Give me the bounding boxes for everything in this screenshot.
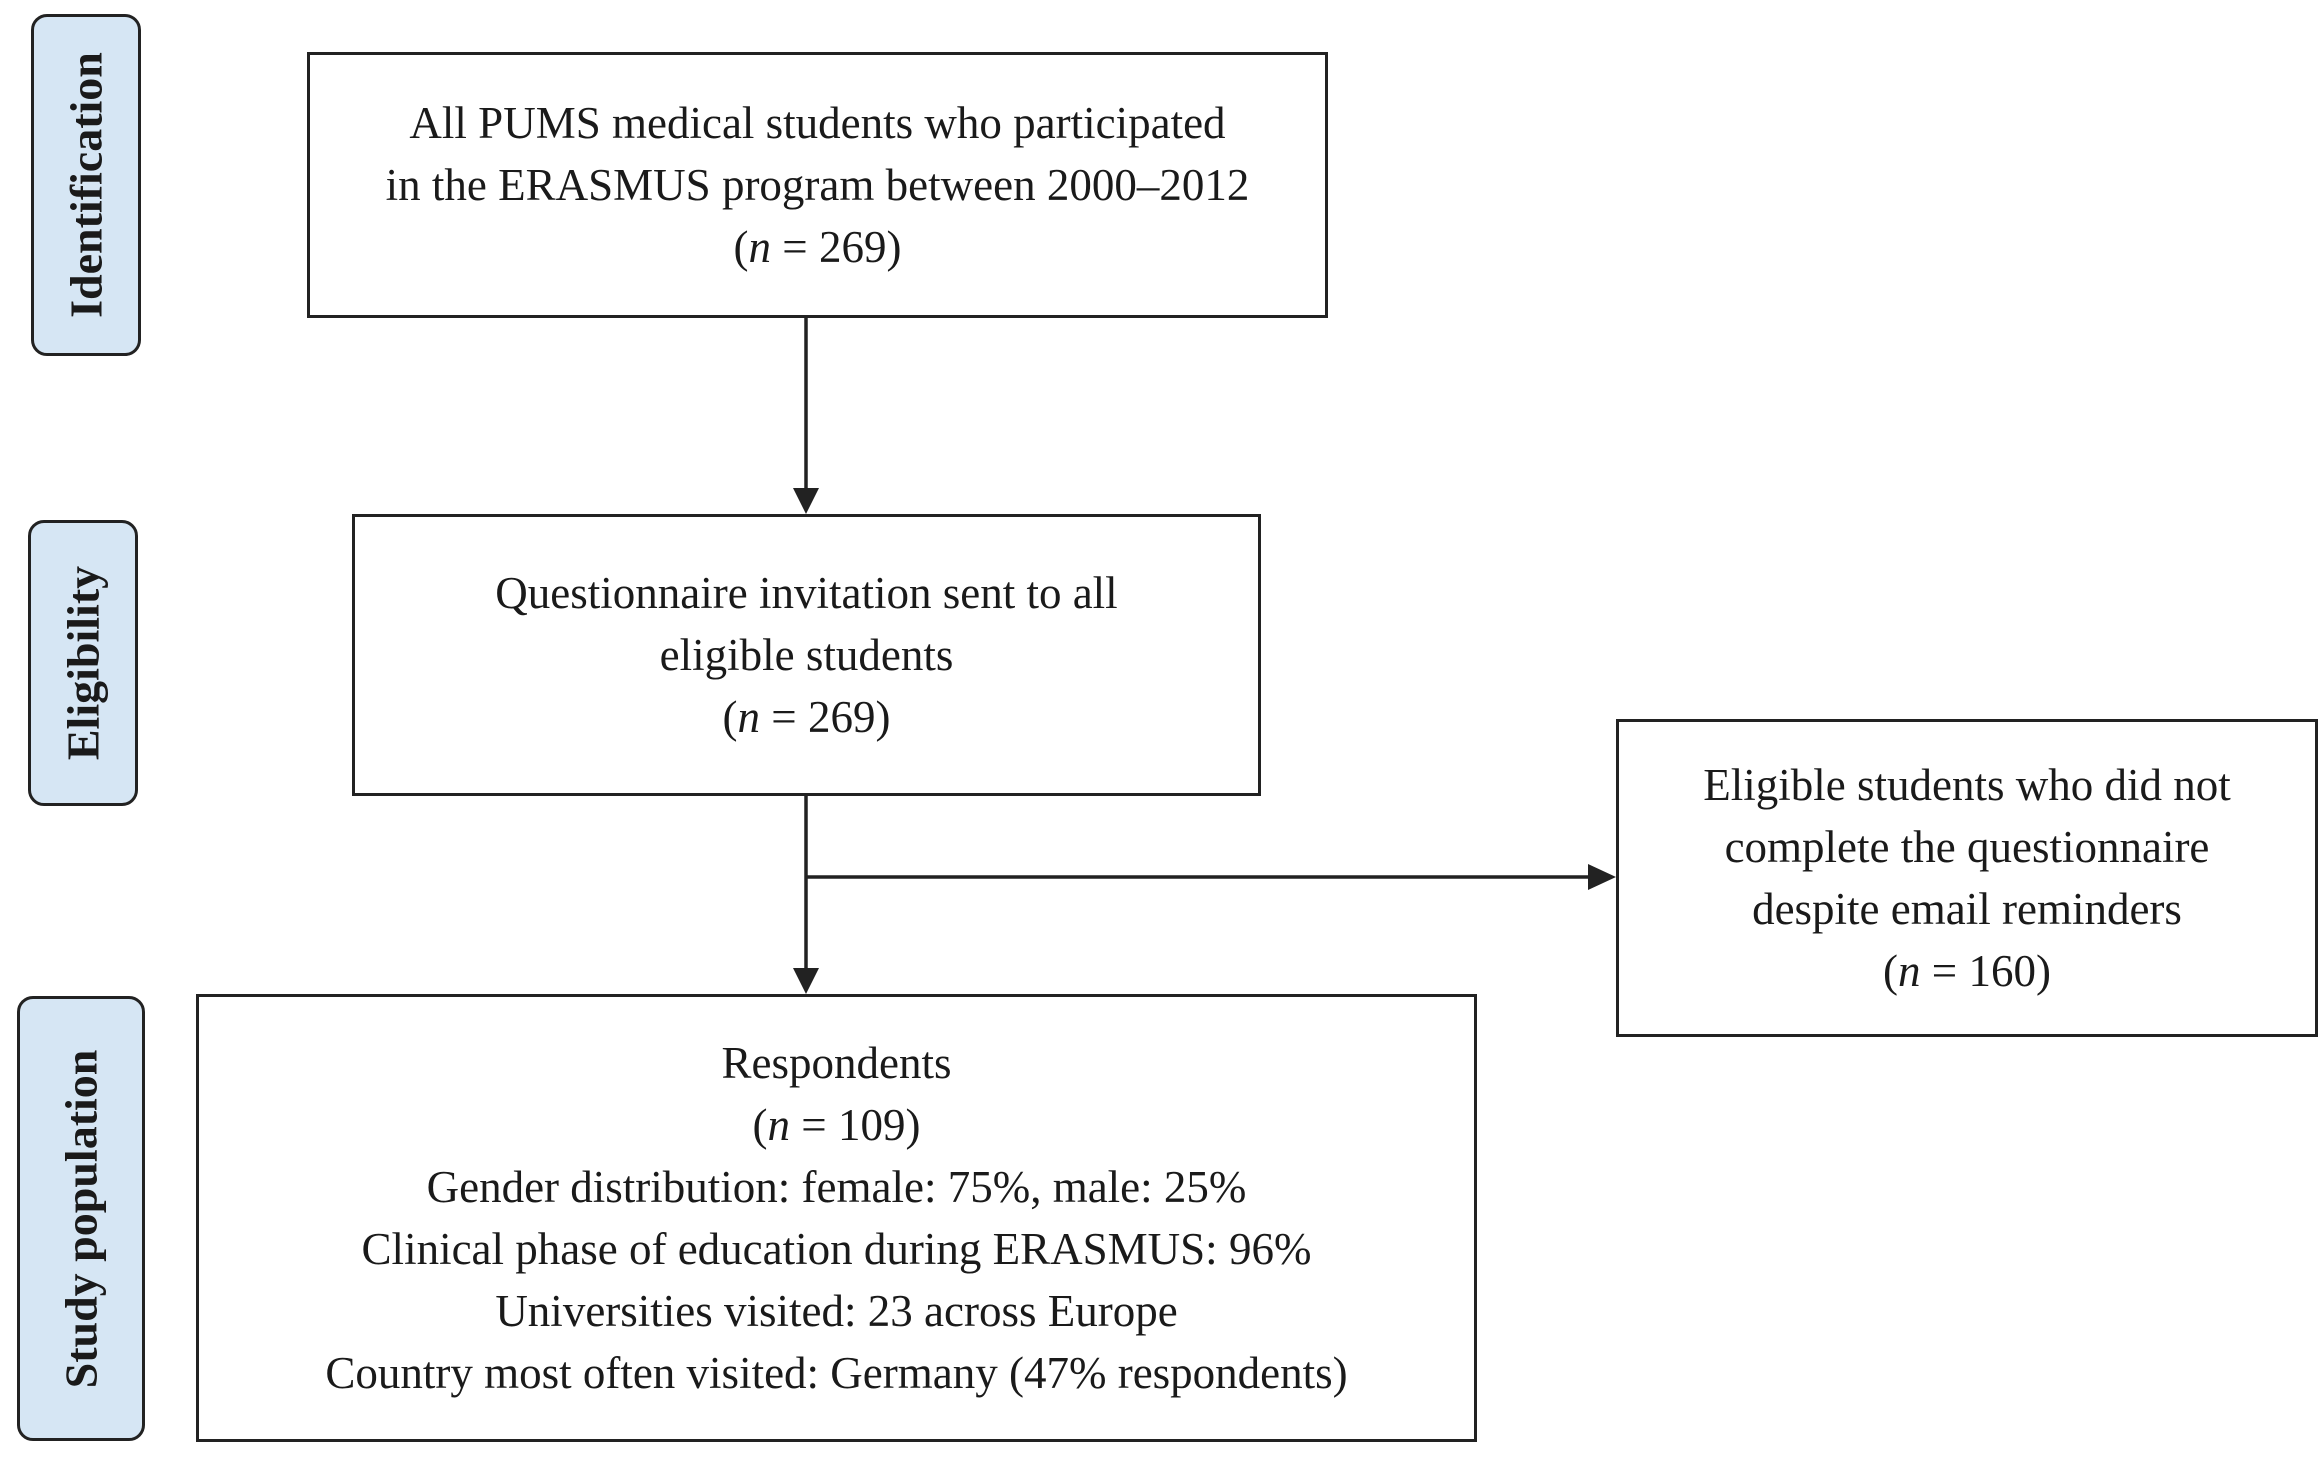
identified-n-symbol: n (748, 222, 772, 272)
invited-line-2: eligible students (659, 630, 954, 680)
stage-identification-label: Identification (60, 52, 112, 318)
respondents-n-value: 109 (837, 1100, 906, 1150)
arrowhead-invited (793, 488, 819, 514)
arrowhead-non-responders (1588, 864, 1616, 890)
identified-count: (n = 269) (733, 222, 902, 272)
arrowhead-respondents (793, 968, 819, 994)
invited-count: (n = 269) (722, 692, 891, 742)
respondents-title: Respondents (721, 1038, 952, 1088)
invited-n-value: 269 (807, 692, 876, 742)
invited-n-symbol: n (737, 692, 761, 742)
respondents-n-symbol: n (767, 1100, 791, 1150)
respondents-country: Country most often visited: Germany (47% respondents) (325, 1348, 1348, 1398)
non-responders-count: (n = 160) (1883, 946, 2051, 996)
stage-study-population-label: Study population (55, 1049, 107, 1388)
identified-line-1: All PUMS medical students who participated (409, 98, 1226, 148)
non-responders-line-2: complete the questionnaire (1724, 822, 2210, 872)
respondents-clinical-phase: Clinical phase of education during ERASMUS: 96% (361, 1224, 1312, 1274)
identified-line-2: in the ERASMUS program between 2000–2012 (385, 160, 1250, 210)
non-responders-line-3: despite email reminders (1752, 884, 2182, 934)
respondents-gender: Gender distribution: female: 75%, male: 25% (426, 1162, 1247, 1212)
respondents-universities: Universities visited: 23 across Europe (495, 1286, 1178, 1336)
non-responders-n-value: 160 (1968, 946, 2036, 996)
identified-n-value: 269 (818, 222, 887, 272)
respondents-count: (n = 109) (752, 1100, 921, 1150)
non-responders-line-1: Eligible students who did not (1703, 760, 2231, 810)
stage-eligibility-label: Eligibility (57, 565, 109, 761)
invited-line-1: Questionnaire invitation sent to all (495, 568, 1118, 618)
non-responders-n-symbol: n (1898, 946, 1921, 996)
